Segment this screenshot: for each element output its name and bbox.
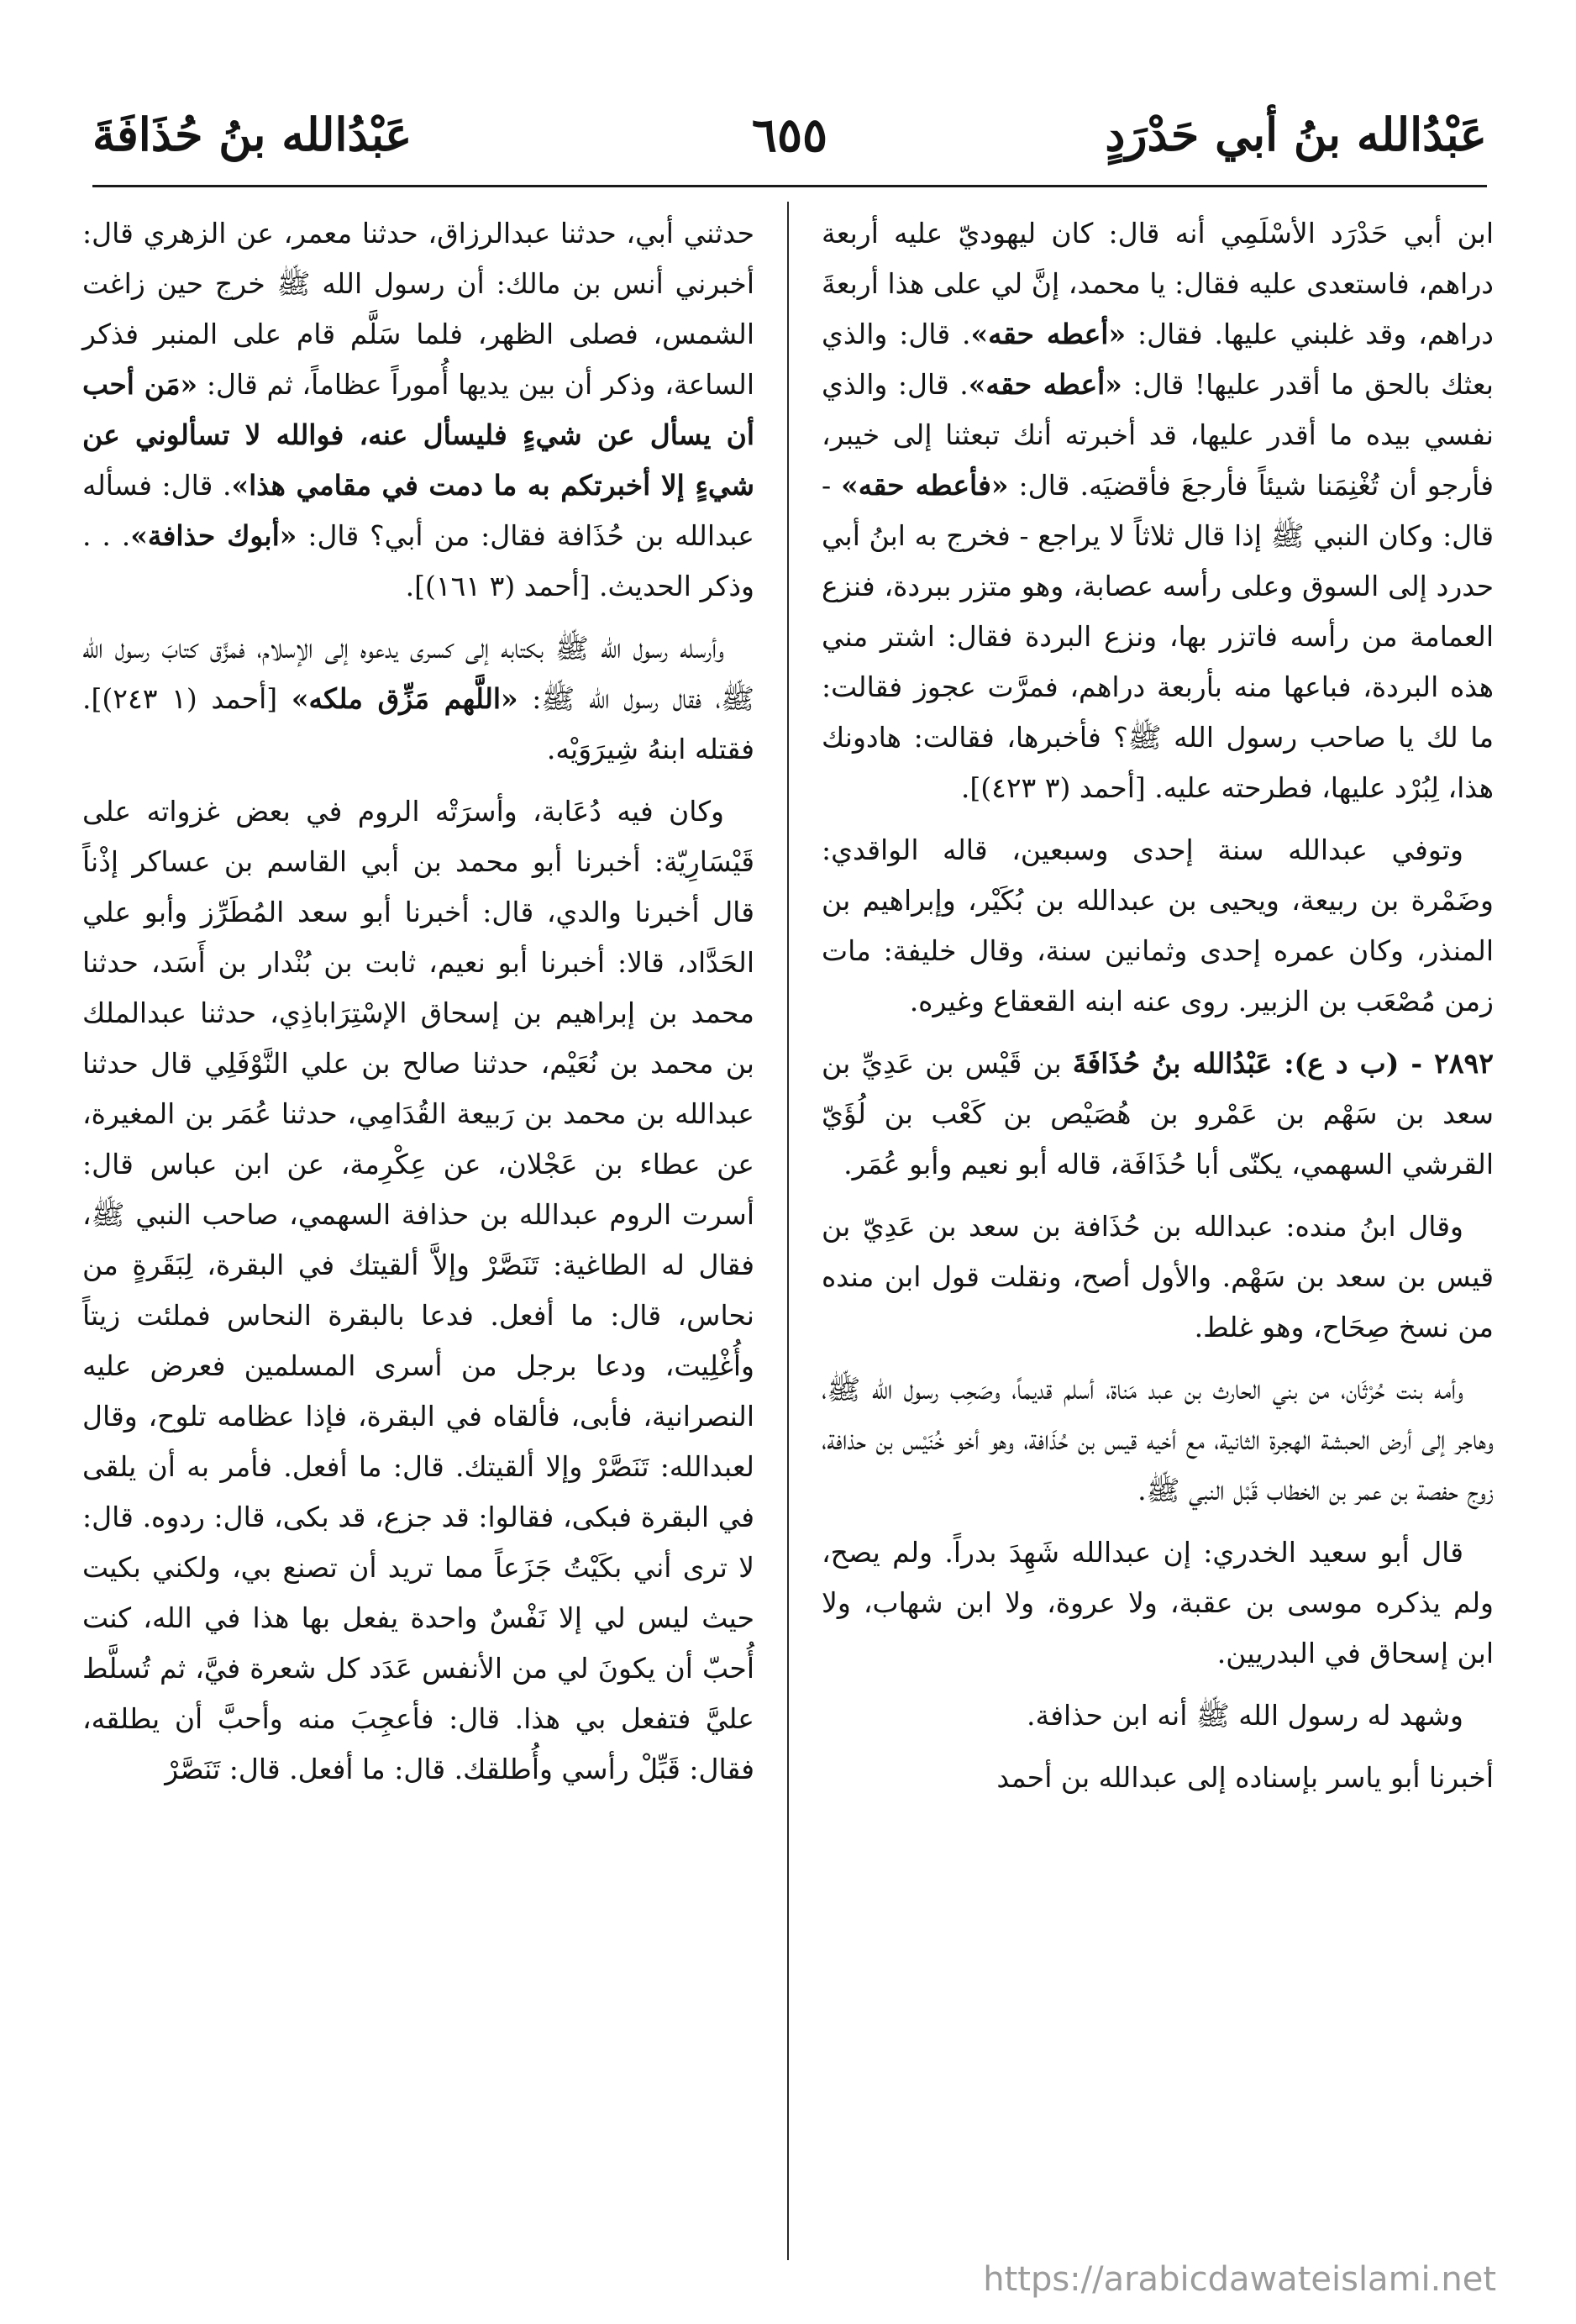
entry-name: عَبْدُالله بنُ حُذَافَةَ: [1072, 1047, 1273, 1080]
paragraph: وأمه بنت حُرْثَان، من بني الحارث بن عبد مَناة، أسلم قديماً، وصَحِب رسول الله ﷺ، وهاجر إلى أرض الحبشة الهجرة الثانية، مع أخيه قيس بن حُذَافة، وهو أخو خُنَيْس بن حذافة، زوج حفصة بن عمر بن الخطاب قَبْل النبي ﷺ.: [822, 1373, 1494, 1506]
text-run: [أحمد (١ ٢٤٣)]. فقتله ابنهُ شِيرَوَيْه.: [82, 682, 754, 765]
text-run: . قال: والذي نفسي بيده ما أقدر عليها، قد أخبرته أنك تبعثنا إلى خيبر، فأرجو أن تُغْنِمَنا شيئاً فأرجعَ فأقضيَه. قال:: [822, 368, 1495, 502]
column-divider: [787, 202, 789, 2260]
entry-code: - (ب د ع):: [1272, 1047, 1435, 1080]
text-run: حدثني أبي، حدثنا عبدالرزاق، حدثنا معمر، عن الزهري قال: أخبرني أنس بن مالك: أن رسول الله ﷺ خرج حين زاغت الشمس، فصلى الظهر، فلما سَلَّم قام على المنبر فذكر الساعة، وذكر أن بين يديها أُموراً عظاماً، ثم قال:: [82, 217, 754, 401]
hadith-quote: «مَن أحب أن يسأل عن شيءٍ فليسأل عنه، فوالله لا تسألوني عن شيءٍ إلا أخبرتكم به ما دمت في مقامي هذا»: [82, 368, 754, 502]
text-run: . قال: والذي بعثك بالحق ما أقدر عليها! قال:: [822, 318, 1494, 401]
text-run: - قال: وكان النبي ﷺ إذا قال ثلاثاً لا يراجع - فخرج به ابنُ أبي حدرد إلى السوق وعلى رأسه عصابة، وهو متزر ببردة، فنزع العمامة من رأسه فاتزر بها، ونزع البردة فقال: اشتر مني هذه البردة، فباعها منه بأربعة دراهم، فمرَّت عجوز فقالت: ما لك يا صاحب رسول الله ﷺ؟ فأخبرها، فقالت: هادونك هذا، لِبُرْد عليها، فطرحته عليه. [أحمد (٣ ٤٢٣)].: [822, 469, 1494, 804]
paragraph: وكان فيه دُعَابة، وأسرَتْه الروم في بعض غزواته على قَيْسَارِيّة: أخبرنا أبو محمد بن أبي القاسم بن عساكر إذْناً قال أخبرنا والدي، قال: أخبرنا أبو سعد المُطَرِّز وأبو علي الحَدَّاد، قالا: أخبرنا أبو نعيم، ثابت بن بُنْدار بن أَسَد، حدثنا محمد بن إبراهيم بن إسحاق الإسْتِرَاباذِي، حدثنا عبدالملك بن محمد بن نُعَيْم، حدثنا صالح بن علي النَّوْفَلِي قال حدثنا عبدالله بن محمد بن رَبيعة القُدَامِي، حدثنا عُمَر بن المغيرة، عن عطاء بن عَجْلان، عن عِكْرِمة، عن ابن عباس قال: أسرت الروم عبدالله بن حذافة السهمي، صاحب النبي ﷺ، فقال له الطاغية: تَنَصَّرْ وإلاَّ ألقيتك في البقرة، لِبَقَرةٍ من نحاس، قال: ما أفعل. فدعا بالبقرة النحاس فملئت زيتاً وأُغْلِيت، ودعا برجل من أسرى المسلمين فعرض عليه النصرانية، فأبى، فألقاه في البقرة، فإذا عظامه تلوح، وقال لعبدالله: تَنَصَّرْ وإلا ألقيتك. قال: ما أفعل. فأمر به أن يلقى في البقرة فبكى، فقالوا: قد جزع، قد بكى، قال: ردوه. قال: لا ترى أني بكَيْتُ جَزَعاً مما تريد أن تصنع بي، ولكني بكيت حيث ليس لي إلا نَفْسٌ واحدة يفعل بها هذا في الله، كنت أُحبّ أن يكونَ لي من الأنفس عَدَد كل شعرة فيَّ، ثم تُسلَّط عليَّ فتفعل بي هذا. قال: فأعجِبَ منه وأحبَّ أن يطلقه، فقال: قَبِّلْ رأسي وأُطلقك. قال: ما أفعل. قال: تَنَصَّرْ: [82, 795, 754, 1785]
left-column: [82, 208, 754, 2258]
hadith-quote: «أبوك حذافة»: [130, 519, 297, 552]
paragraph: [82, 208, 754, 612]
paragraph: [822, 208, 1494, 813]
running-title-left: عَبْدُالله بنُ حُذَافَةَ: [92, 108, 412, 161]
text-run: ابن أبي حَدْرَد الأسْلَمِي أنه قال: كان ليهوديّ عليه أربعة دراهم، فاستعدى عليه فقال: يا محمد، إنَّ لي على هذا أربعةَ دراهم، وقد غلبني عليها. فقال:: [822, 217, 1494, 350]
entry-number: ٢٨٩٢: [1434, 1047, 1494, 1080]
hadith-quote: «أعطه حقه»: [970, 318, 1127, 350]
paragraph: [82, 623, 754, 775]
text-run: بن قَيْس بن عَدِيِّ بن سعد بن سَهْم بن عَمْرو بن هُصَيْص بن كَعْب بن لُؤَيّ القرشي السهمي، يكنّى أبا حُذَافَة، قاله أبو نعيم وأبو عُمَر.: [822, 1047, 1494, 1180]
hadith-quote: «اللَّهم مَزِّق ملكه»: [291, 682, 518, 715]
paragraph: أخبرنا أبو ياسر بإسناده إلى عبدالله بن أحمد: [996, 1761, 1494, 1794]
text-run: وأرسله رسول الله ﷺ بكتابه إلى كسرى يدعوه إلى الإسلام، فمزَّق كتابَ رسول الله ﷺ، فقال رسول الله ﷺ:: [82, 632, 754, 715]
hadith-quote: «فأعطه حقه»: [841, 469, 1009, 502]
right-column: [822, 208, 1494, 2258]
page-number: ٦٥٥: [751, 108, 828, 163]
running-title-right: عَبْدُالله بنُ أبي حَدْرَدٍ: [1105, 108, 1487, 161]
text-run: . قال: فسأله عبدالله بن حُذَافة فقال: من أبي؟ قال:: [82, 469, 754, 552]
watermark-url: https://arabicdawateislami.net: [983, 2260, 1496, 2299]
paragraph: قال أبو سعيد الخدري: إن عبدالله شَهِدَ بدراً. ولم يصح، ولم يذكره موسى بن عقبة، ولا عروة، ولا ابن شهاب، ولا ابن إسحاق في البدريين.: [822, 1536, 1494, 1669]
text-run: . . . وذكر الحديث. [أحمد (٣ ١٦١)].: [82, 519, 754, 602]
page-header: [92, 101, 1487, 187]
biography-entry: [822, 1038, 1494, 1190]
paragraph: وتوفي عبدالله سنة إحدى وسبعين، قاله الواقدي: وضَمْرة بن ربيعة، ويحيى بن عبدالله بن بُكَيْر، وإبراهيم بن المنذر، وكان عمره إحدى وثمانين سنة، وقال خليفة: مات زمن مُصْعَب بن الزبير. روى عنه ابنه القعقاع وغيره.: [822, 833, 1494, 1017]
paragraph: وشهد له رسول الله ﷺ أنه ابن حذافة.: [1027, 1699, 1463, 1732]
hadith-quote: «أعطه حقه»: [968, 368, 1122, 401]
paragraph: وقال ابنُ منده: عبدالله بن حُذَافة بن سعد بن عَدِيّ بن قيس بن سعد بن سَهْم. والأول أصح، ونقلت قول ابن منده من نسخ صِحَاح، وهو غلط.: [822, 1210, 1494, 1343]
